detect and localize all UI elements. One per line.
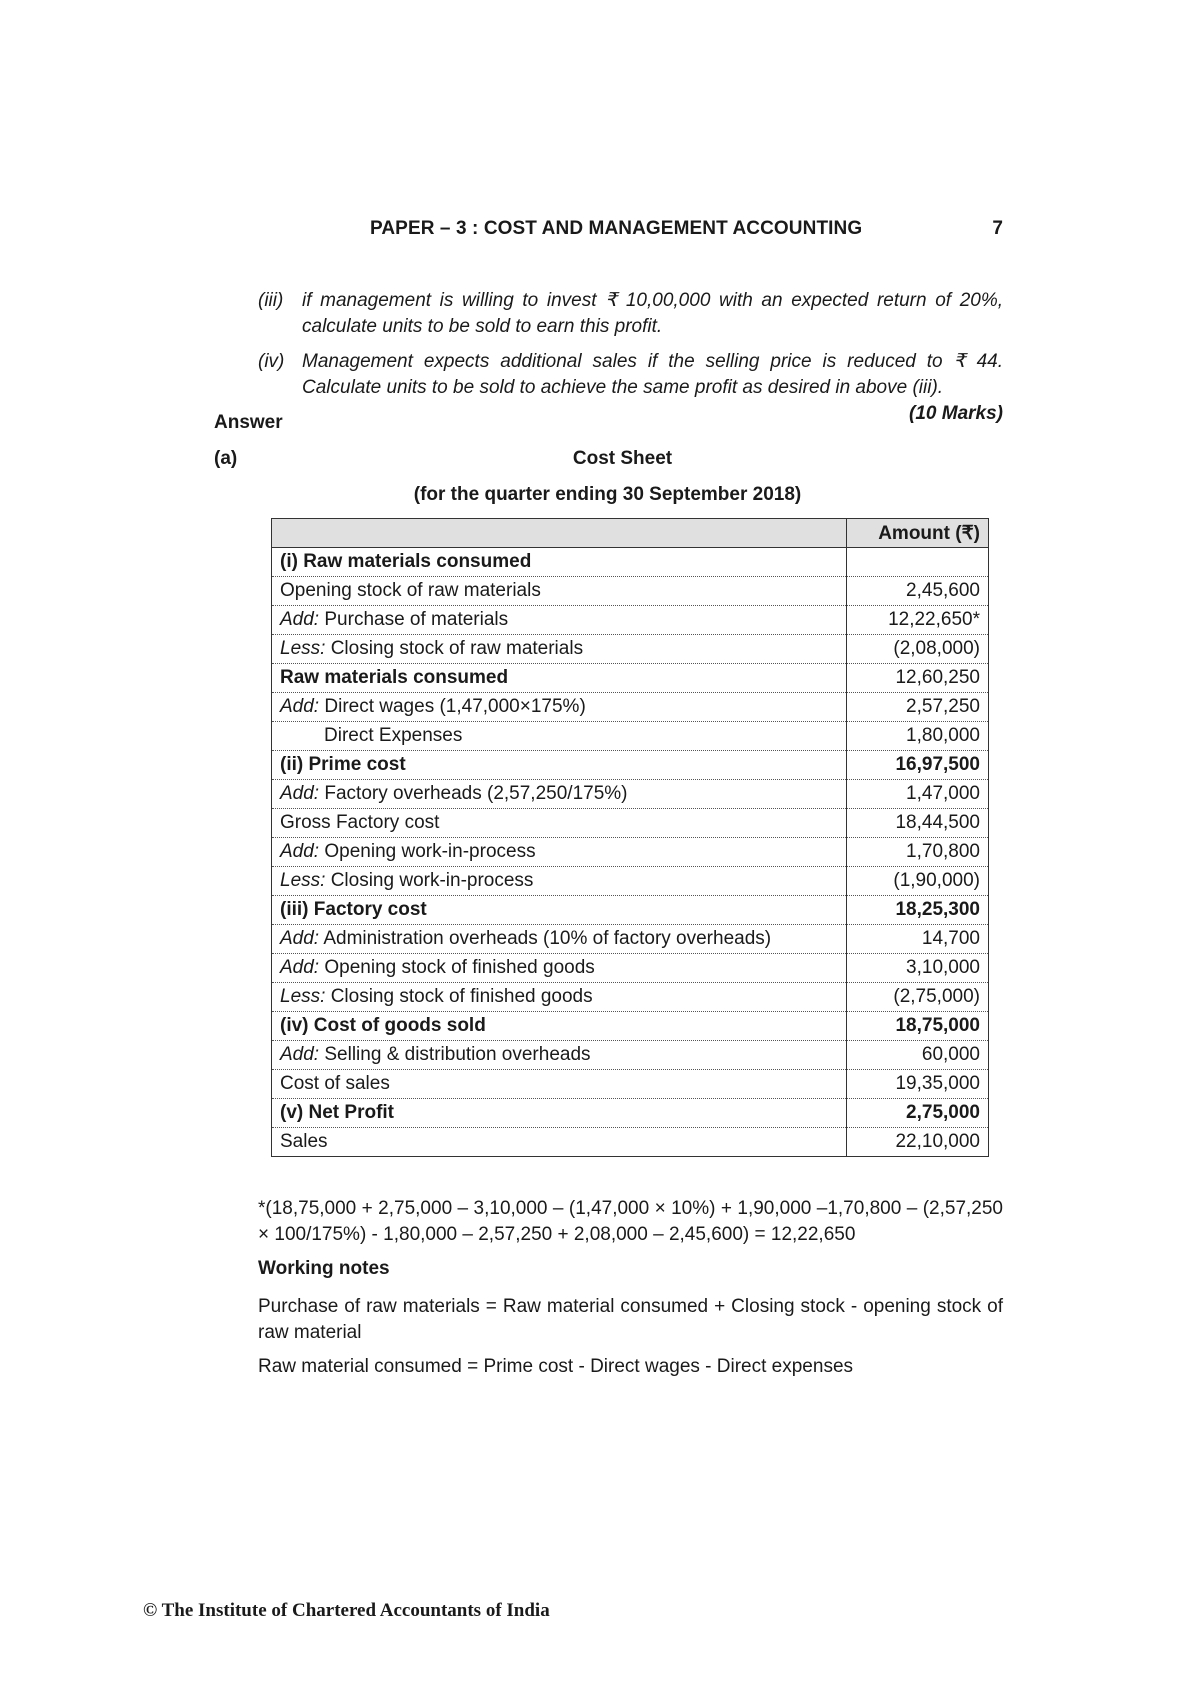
table-row — [272, 577, 989, 606]
marks-label: (10 Marks) — [909, 403, 1003, 424]
row-prefix: Less: — [280, 870, 326, 891]
cost-sheet-body — [272, 548, 989, 1157]
answer-heading: Answer — [214, 412, 283, 433]
row-amount: 1,70,800 — [847, 838, 989, 867]
table-row — [272, 983, 989, 1012]
row-label — [272, 751, 847, 780]
row-text: (ii) Prime cost — [280, 754, 406, 775]
row-amount: 19,35,000 — [847, 1070, 989, 1099]
row-label — [272, 1012, 847, 1041]
row-label — [272, 1099, 847, 1128]
row-label — [272, 925, 847, 954]
row-prefix: Add: — [280, 841, 320, 862]
row-prefix: Add: — [280, 609, 320, 630]
row-label — [272, 867, 847, 896]
row-label — [272, 954, 847, 983]
row-label — [272, 722, 847, 751]
row-amount: 22,10,000 — [847, 1128, 989, 1157]
row-text: Selling & distribution overheads — [319, 1044, 591, 1065]
table-row — [272, 548, 989, 577]
row-text: (v) Net Profit — [280, 1102, 394, 1123]
row-label — [272, 664, 847, 693]
row-label — [272, 1128, 847, 1157]
table-row — [272, 693, 989, 722]
question-item-iv — [258, 349, 1003, 424]
row-label — [272, 1041, 847, 1070]
table-row — [272, 925, 989, 954]
table-row — [272, 896, 989, 925]
table-row — [272, 1012, 989, 1041]
row-prefix: Add: — [280, 1044, 320, 1065]
cost-sheet-title: Cost Sheet — [572, 448, 673, 469]
table-row — [272, 954, 989, 983]
row-label — [272, 577, 847, 606]
row-label — [272, 983, 847, 1012]
row-text: Gross Factory cost — [280, 812, 440, 833]
table-row — [272, 751, 989, 780]
row-prefix: Add: — [280, 957, 320, 978]
row-text: Cost of sales — [280, 1073, 390, 1094]
row-label — [272, 809, 847, 838]
row-prefix: Add: — [280, 783, 320, 804]
row-text: Direct wages (1,47,000×175%) — [319, 696, 586, 717]
question-item-iii — [258, 288, 1003, 340]
row-text: Purchase of materials — [319, 609, 509, 630]
row-amount: 18,75,000 — [847, 1012, 989, 1041]
row-text: (iv) Cost of goods sold — [280, 1015, 486, 1036]
row-label — [272, 635, 847, 664]
row-text: Opening stock of raw materials — [280, 580, 541, 601]
question-number: (iv) — [258, 351, 285, 372]
amount-header: Amount (₹) — [847, 519, 989, 548]
row-amount: 14,700 — [847, 925, 989, 954]
row-amount: 12,22,650* — [847, 606, 989, 635]
row-label — [272, 780, 847, 809]
row-amount: 1,80,000 — [847, 722, 989, 751]
table-row — [272, 1099, 989, 1128]
table-row — [272, 635, 989, 664]
row-text: Opening work-in-process — [319, 841, 536, 862]
row-amount: 60,000 — [847, 1041, 989, 1070]
row-amount: (2,08,000) — [847, 635, 989, 664]
row-text: Raw materials consumed — [280, 667, 509, 688]
table-row — [272, 606, 989, 635]
row-amount: 16,97,500 — [847, 751, 989, 780]
row-prefix: Less: — [280, 986, 326, 1007]
row-amount: 2,57,250 — [847, 693, 989, 722]
working-note-2: Raw material consumed = Prime cost - Direct wages - Direct expenses — [258, 1356, 854, 1377]
row-amount: 2,75,000 — [847, 1099, 989, 1128]
page-number: 7 — [992, 218, 1003, 239]
table-row — [272, 809, 989, 838]
row-prefix: Add: — [280, 696, 320, 717]
row-amount: 12,60,250 — [847, 664, 989, 693]
row-amount: 2,45,600 — [847, 577, 989, 606]
paper-title: PAPER – 3 : COST AND MANAGEMENT ACCOUNTING — [370, 218, 863, 239]
row-amount: (1,90,000) — [847, 867, 989, 896]
row-text: Direct Expenses — [324, 725, 463, 746]
question-text — [302, 349, 1003, 424]
row-amount: 1,47,000 — [847, 780, 989, 809]
table-header-row — [272, 519, 989, 548]
particulars-header — [272, 519, 847, 548]
table-row — [272, 867, 989, 896]
table-row — [272, 780, 989, 809]
row-label — [272, 548, 847, 577]
copyright-footer: © The Institute of Chartered Accountants of India — [143, 1600, 550, 1621]
table-row — [272, 1128, 989, 1157]
working-note-1: Purchase of raw materials = Raw material consumed + Closing stock - opening stock of raw material — [258, 1296, 1003, 1343]
row-prefix: Add: — [280, 928, 320, 949]
table-row — [272, 1041, 989, 1070]
row-label — [272, 606, 847, 635]
row-amount: 18,44,500 — [847, 809, 989, 838]
row-text: Closing stock of raw materials — [325, 638, 584, 659]
row-text: Opening stock of finished goods — [319, 957, 595, 978]
row-text: Closing work-in-process — [325, 870, 534, 891]
row-amount: 3,10,000 — [847, 954, 989, 983]
row-label — [272, 896, 847, 925]
table-row — [272, 838, 989, 867]
row-text: Factory overheads (2,57,250/175%) — [319, 783, 628, 804]
row-text: (i) Raw materials consumed — [280, 551, 532, 572]
row-text: (iii) Factory cost — [280, 899, 427, 920]
table-row — [272, 664, 989, 693]
row-amount: (2,75,000) — [847, 983, 989, 1012]
working-notes-title: Working notes — [258, 1258, 390, 1279]
row-text: Sales — [280, 1131, 328, 1152]
question-text-body: Management expects additional sales if the selling price is reduced to ₹ 44. Calculate units to be sold to achieve the same profit as desired in above (iii). — [302, 351, 1003, 398]
row-amount — [847, 548, 989, 577]
question-text: if management is willing to invest ₹ 10,00,000 with an expected return of 20%, calculate units to be sold to earn this profit. — [302, 290, 1003, 337]
row-prefix: Less: — [280, 638, 326, 659]
question-items — [258, 288, 1003, 427]
table-row — [272, 1070, 989, 1099]
part-label: (a) — [214, 448, 238, 469]
row-amount: 18,25,300 — [847, 896, 989, 925]
row-label — [272, 693, 847, 722]
row-label — [272, 838, 847, 867]
cost-sheet-subtitle: (for the quarter ending 30 September 2018) — [413, 484, 802, 505]
question-number: (iii) — [258, 290, 284, 311]
cost-sheet-table — [271, 518, 989, 1157]
row-text: Closing stock of finished goods — [325, 986, 593, 1007]
row-label — [272, 1070, 847, 1099]
table-row — [272, 722, 989, 751]
footnote: *(18,75,000 + 2,75,000 – 3,10,000 – (1,47,000 × 10%) + 1,90,000 –1,70,800 – (2,57,250 × 100/175%) - 1,80,000 – 2,57,250 + 2,08,000 – 2,45,600) = 12,22,650 — [258, 1198, 1003, 1245]
row-text: Administration overheads (10% of factory overheads) — [319, 928, 772, 949]
